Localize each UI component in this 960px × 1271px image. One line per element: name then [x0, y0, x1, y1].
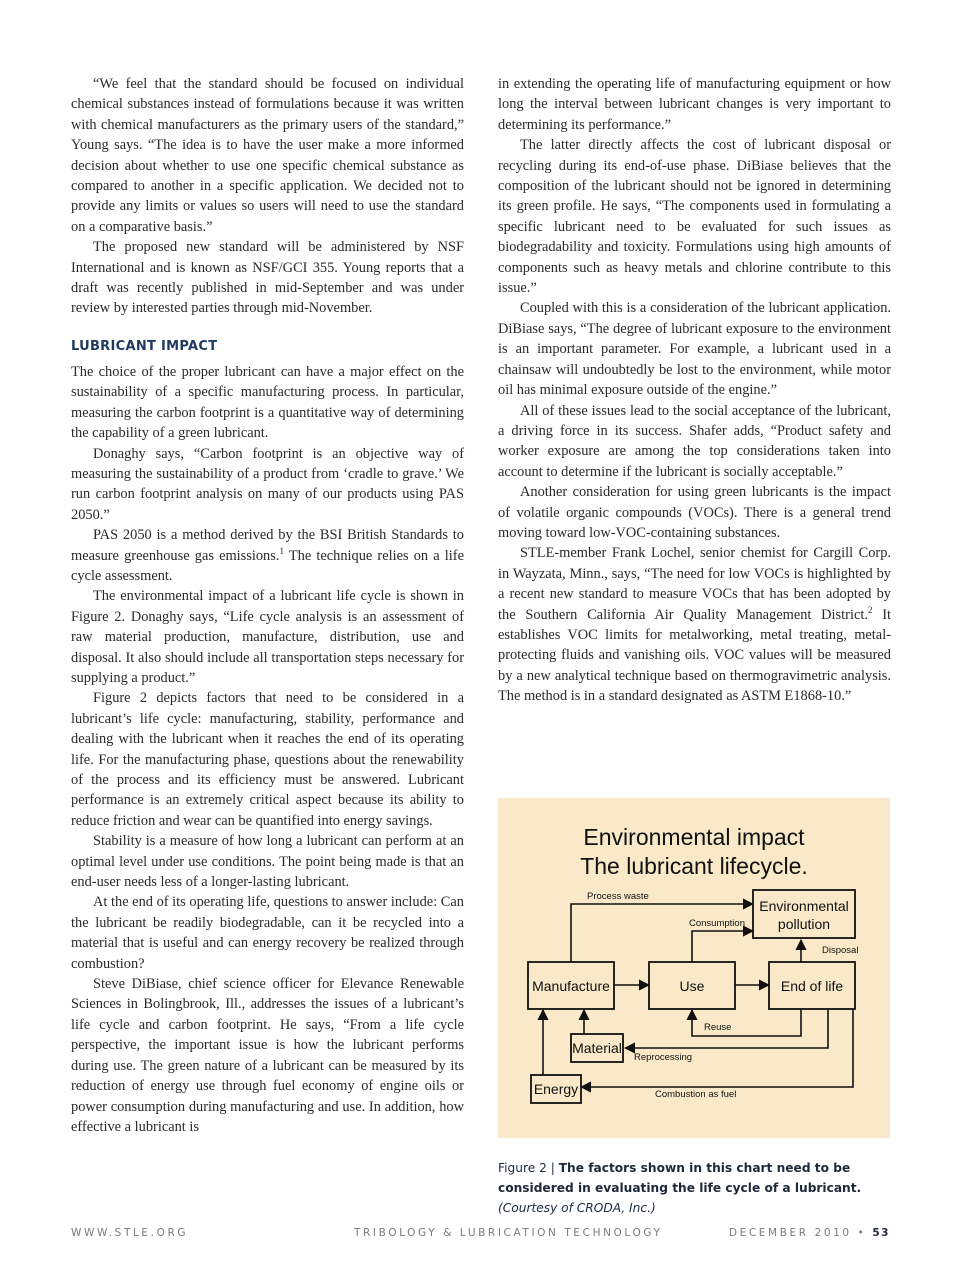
figure-title-line1: Environmental impact: [583, 824, 805, 850]
label-combustion: Combustion as fuel: [655, 1089, 737, 1100]
paragraph: Another consideration for using green lubricants is the impact of volatile organic compounds (VOCs). There is a general trend moving toward low-VOC-containing substances.: [498, 484, 891, 541]
figure-title-line2: The lubricant lifecycle.: [580, 853, 808, 879]
paragraph: [71, 525, 464, 586]
label-use: Use: [679, 978, 705, 994]
page-number: 53: [872, 1227, 890, 1239]
label-reuse: Reuse: [704, 1022, 732, 1033]
label-manufacture: Manufacture: [532, 978, 610, 994]
left-column: [71, 74, 464, 1137]
section-heading: LUBRICANT IMPACT: [71, 338, 218, 354]
paragraph: Figure 2 depicts factors that need to be considered in a lubricant’s life cycle: manufacturing, stability, performance and dealing with the lubricant when it reaches the end of its operating life. For the manufacturing phase, questions about the renewability of the process and its efficiency must be answered. Lubricant performance is an extremely critical aspect because its ability to reduce friction and wear can be quantified into energy savings.: [71, 690, 464, 829]
paragraph: [498, 543, 891, 706]
reference-marker: 1: [279, 545, 284, 556]
label-consumption: Consumption: [689, 918, 745, 929]
label-energy: Energy: [533, 1081, 579, 1097]
caption-credit: (Courtesy of CRODA, Inc.): [498, 1201, 656, 1215]
paragraph: At the end of its operating life, questions to answer include: Can the lubricant be readily biodegradable, can it be recycled into a material that is useful and can energy recovery be realized through combustion?: [71, 894, 464, 972]
paragraph-text: It establishes VOC limits for metalworking, metal treating, metal-protecting fluids and vanishing oils. VOC values will be measured by a new analytical technique based on thermogravimetric analysis. The method is in a standard designated as ASTM E1868-10.”: [498, 606, 891, 705]
caption-label: Figure 2 |: [498, 1161, 559, 1175]
paragraph: The environmental impact of a lubricant life cycle is shown in Figure 2. Donaghy says, “Life cycle analysis is an assessment of raw material production, manufacture, distribution, use and disposal. It also should include all transportation steps necessary for supplying a product.”: [71, 588, 464, 686]
lifecycle-diagram: [498, 798, 890, 1138]
caption-text: The factors shown in this chart need to be considered in evaluating the life cycle of a lubricant.: [498, 1161, 862, 1195]
right-column: [498, 74, 891, 707]
paragraph: Donaghy says, “Carbon footprint is an objective way of measuring the sustainability of a product from ‘cradle to grave.’ We run carbon footprint analysis on many of our products using PAS 2050.”: [71, 445, 464, 523]
footer-date-page: [729, 1227, 890, 1239]
footer-website: WWW.STLE.ORG: [71, 1227, 189, 1239]
paragraph-text: The technique relies on a life cycle assessment.: [71, 547, 464, 584]
label-env-line1: Environmental: [759, 898, 849, 914]
label-env-line2: pollution: [777, 916, 831, 932]
paragraph: Coupled with this is a consideration of the lubricant application. DiBiase says, “The degree of lubricant exposure to the environment is an important parameter. For example, a lubricant used in a chainsaw will undoubtedly be lost to the environment, while motor oil has minimal exposure outside of the engine.”: [498, 300, 891, 399]
paragraph: Steve DiBiase, chief science officer for Elevance Renewable Sciences in Bolingbrook, Ill., addresses the issues of a lubricant’s life cycle and carbon footprint. He says, “From a life cycle perspective, the important issue is how the lubricant performs during use. The green nature of a lubricant can be measured by its reduction of energy use through fuel economy of engine oils or power consumption during manufacturing and use. In addition, how effective a lubricant is: [71, 976, 464, 1135]
lifecycle-figure: [498, 798, 890, 1138]
paragraph: The proposed new standard will be administered by NSF International and is known as NSF/GCI 355. Young reports that a draft was recently published in mid-September and was under review by interested parties through mid-November.: [71, 239, 464, 317]
label-reprocessing: Reprocessing: [634, 1052, 693, 1063]
figure-caption: [498, 1158, 891, 1218]
paragraph: The choice of the proper lubricant can have a major effect on the sustainability of a specific manufacturing process. In particular, measuring the carbon footprint is a quantitative way of determining the capability of a green lubricant.: [71, 363, 464, 442]
paragraph: The latter directly affects the cost of lubricant disposal or recycling during its end-of-use phase. DiBiase believes that the composition of the lubricant should not be ignored in determining its green profile. He says, “The components used in formulating a specific lubricant need to be evaluated for such issues as biodegradability and toxicity. Formulations using high amounts of components such as heavy metals and chlorine contribute to this issue.”: [498, 137, 891, 297]
reference-marker: 2: [867, 604, 873, 615]
paragraph: in extending the operating life of manufacturing equipment or how long the interval between lubricant changes is very important to determining its performance.”: [498, 76, 891, 133]
arrow-consumption: [692, 931, 753, 962]
paragraph: All of these issues lead to the social acceptance of the lubricant, a driving force in its success. Shafer adds, “Product safety and worker exposure are among the top considerations taken into account to determine if the lubricant is socially acceptable.”: [498, 402, 891, 480]
arrow-process-waste: [571, 904, 753, 962]
page-footer: [71, 1227, 890, 1245]
footer-publication: TRIBOLOGY & LUBRICATION TECHNOLOGY: [354, 1227, 663, 1239]
paragraph: “We feel that the standard should be focused on individual chemical substances instead of formulations because it was written with chemical manufacturers as the primary users of the standard,” Young says. “The idea is to have the user make a more informed decision about whether to use one specific chemical substance as compared to another in a specific application. We decided not to provide any limits or values so users will need to use the standard on a comparative basis.”: [71, 76, 464, 235]
paragraph-text: STLE-member Frank Lochel, senior chemist for Cargill Corp. in Wayzata, Minn., says, “The need for low VOCs is highlighted by a recent new standard to measure VOCs that has been adopted by the Southern California Air Quality Management District.: [498, 545, 891, 623]
label-process-waste: Process waste: [587, 891, 649, 902]
label-end-of-life: End of life: [780, 978, 844, 994]
paragraph-text: PAS 2050 is a method derived by the BSI British Standards to measure greenhouse gas emissions.: [71, 527, 464, 564]
label-disposal: Disposal: [822, 945, 859, 956]
label-material: Material: [572, 1040, 622, 1056]
footer-date: DECEMBER 2010 •: [728, 1227, 867, 1239]
paragraph: Stability is a measure of how long a lubricant can perform at an optimal level under use conditions. The point being made is that an end-user needs less of a longer-lasting lubricant.: [71, 833, 464, 891]
